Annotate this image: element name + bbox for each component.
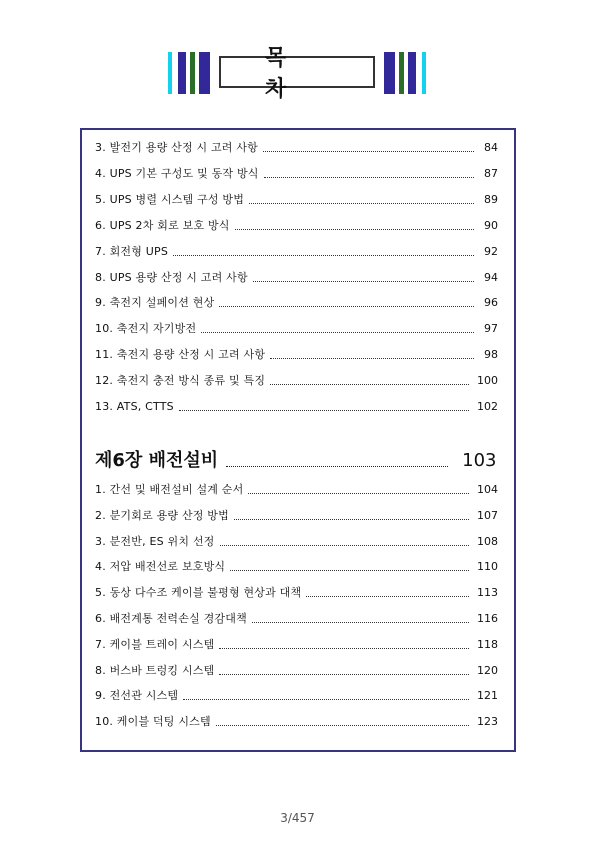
toc-entry-page: 120 (477, 663, 498, 677)
toc-entry[interactable] (95, 219, 498, 233)
stripe-navy-left-2 (199, 52, 210, 94)
toc-entry-page: 97 (484, 322, 498, 336)
chapter-title: 제6장 배전설비 (95, 450, 219, 471)
toc-entry-label: 8. 버스바 트렁킹 시스템 (95, 663, 215, 677)
toc-title: 목 차 (265, 46, 331, 102)
toc-entry[interactable] (95, 245, 498, 259)
stripe-green-left (190, 52, 195, 94)
leader-dots (219, 306, 474, 307)
toc-entry-page: 89 (484, 192, 498, 206)
toc-entry-label: 3. 분전반, ES 위치 선정 (95, 534, 215, 548)
toc-entry-page: 90 (484, 218, 498, 232)
leader-dots (263, 151, 474, 152)
toc-entry[interactable] (95, 638, 498, 652)
toc-entry[interactable] (95, 167, 498, 181)
leader-dots (216, 725, 469, 726)
stripe-navy-left-1 (178, 52, 186, 94)
toc-entry-page: 84 (484, 141, 498, 154)
toc-entry-label: 1. 간선 및 배전설비 설계 순서 (95, 483, 244, 496)
toc-entry-page: 100 (477, 374, 498, 388)
toc-entry-label: 10. 케이블 덕팅 시스템 (95, 715, 211, 729)
toc-entry-page: 113 (477, 586, 498, 600)
toc-title-box (219, 46, 375, 102)
toc-entry-label: 10. 축전지 자기방전 (95, 322, 197, 336)
toc-entry-page: 108 (477, 534, 498, 548)
toc-entry-page: 116 (477, 612, 498, 625)
leader-dots (179, 410, 469, 411)
toc-entry[interactable] (95, 560, 498, 574)
toc-entry-label: 4. 저압 배전선로 보호방식 (95, 560, 226, 574)
toc-entry[interactable] (95, 586, 498, 600)
toc-entry-label: 5. UPS 병렬 시스템 구성 방법 (95, 192, 245, 206)
toc-entry-label: 2. 분기회로 용량 산정 방법 (95, 508, 229, 522)
toc-entry[interactable] (95, 715, 498, 729)
toc-entry[interactable] (95, 348, 498, 362)
toc-entry[interactable] (95, 322, 498, 336)
toc-entry[interactable] (95, 400, 498, 414)
stripe-navy-right-1 (384, 52, 395, 94)
toc-entry-page: 104 (477, 483, 498, 496)
leader-dots (173, 255, 474, 256)
toc-entry[interactable] (95, 483, 498, 497)
toc-entry[interactable] (95, 141, 498, 155)
chapter-page-number: 103 (462, 450, 497, 471)
leader-dots (248, 493, 469, 494)
leader-dots (235, 229, 474, 230)
toc-entry-label: 7. 회전형 UPS (95, 244, 169, 258)
toc-entry[interactable] (95, 612, 498, 626)
toc-entry-label: 12. 축전지 충전 방식 종류 및 특징 (95, 374, 266, 388)
toc-entry[interactable] (95, 509, 498, 523)
toc-entry[interactable] (95, 193, 498, 207)
toc-entry-label: 11. 축전지 용량 산정 시 고려 사항 (95, 348, 266, 362)
toc-entry[interactable] (95, 374, 498, 388)
toc-entry-label: 5. 동상 다수조 케이블 불평형 현상과 대책 (95, 586, 302, 600)
leader-dots (306, 596, 469, 597)
toc-entry-label: 9. 축전지 설페이션 현상 (95, 296, 215, 310)
leader-dots (264, 177, 474, 178)
toc-entry-page: 94 (484, 270, 498, 284)
stripe-navy-right-2 (408, 52, 416, 94)
toc-entry[interactable] (95, 664, 498, 678)
leader-dots (230, 570, 469, 571)
leader-dots (219, 648, 469, 649)
toc-entry-label: 6. UPS 2차 회로 보호 방식 (95, 218, 230, 232)
toc-entry-label: 6. 배전계통 전력손실 경감대책 (95, 612, 247, 625)
leader-dots (201, 332, 474, 333)
leader-dots (219, 674, 469, 675)
toc-entry[interactable] (95, 271, 498, 285)
leader-dots (234, 519, 469, 520)
toc-entry-page: 121 (477, 689, 498, 703)
toc-entry-label: 3. 발전기 용량 산정 시 고려 사항 (95, 141, 258, 154)
toc-entry-page: 87 (484, 166, 498, 180)
toc-entry-page: 96 (484, 296, 498, 310)
toc-entry[interactable] (95, 296, 498, 310)
leader-dots (253, 281, 474, 282)
toc-entry-label: 13. ATS, CTTS (95, 400, 174, 413)
toc-entry-label: 8. UPS 용량 산정 시 고려 사항 (95, 270, 248, 284)
toc-entry-page: 107 (477, 508, 498, 522)
leader-dots (249, 203, 474, 204)
toc-entry-label: 4. UPS 기본 구성도 및 동작 방식 (95, 166, 259, 180)
chapter-leader-dots (226, 466, 448, 467)
toc-entry-label: 9. 전선관 시스템 (95, 689, 179, 703)
stripe-green-right (399, 52, 404, 94)
toc-entry-label: 7. 케이블 트레이 시스템 (95, 637, 215, 651)
page-footer (0, 811, 595, 825)
toc-entry-page: 102 (477, 400, 498, 413)
leader-dots (252, 622, 469, 623)
toc-header (0, 46, 595, 102)
toc-entry-page: 118 (477, 637, 498, 651)
footer-page-number: 3/457 (280, 811, 315, 825)
leader-dots (270, 384, 469, 385)
stripe-cyan-left (168, 52, 172, 94)
toc-entry[interactable] (95, 535, 498, 549)
chapter-heading[interactable] (95, 448, 498, 472)
toc-entry[interactable] (95, 689, 498, 703)
toc-entry-page: 110 (477, 560, 498, 574)
leader-dots (183, 699, 469, 700)
leader-dots (220, 545, 470, 546)
toc-entry-page: 98 (484, 348, 498, 362)
toc-entry-page: 123 (477, 715, 498, 729)
leader-dots (270, 358, 474, 359)
stripe-cyan-right (422, 52, 426, 94)
toc-entry-page: 92 (484, 244, 498, 258)
